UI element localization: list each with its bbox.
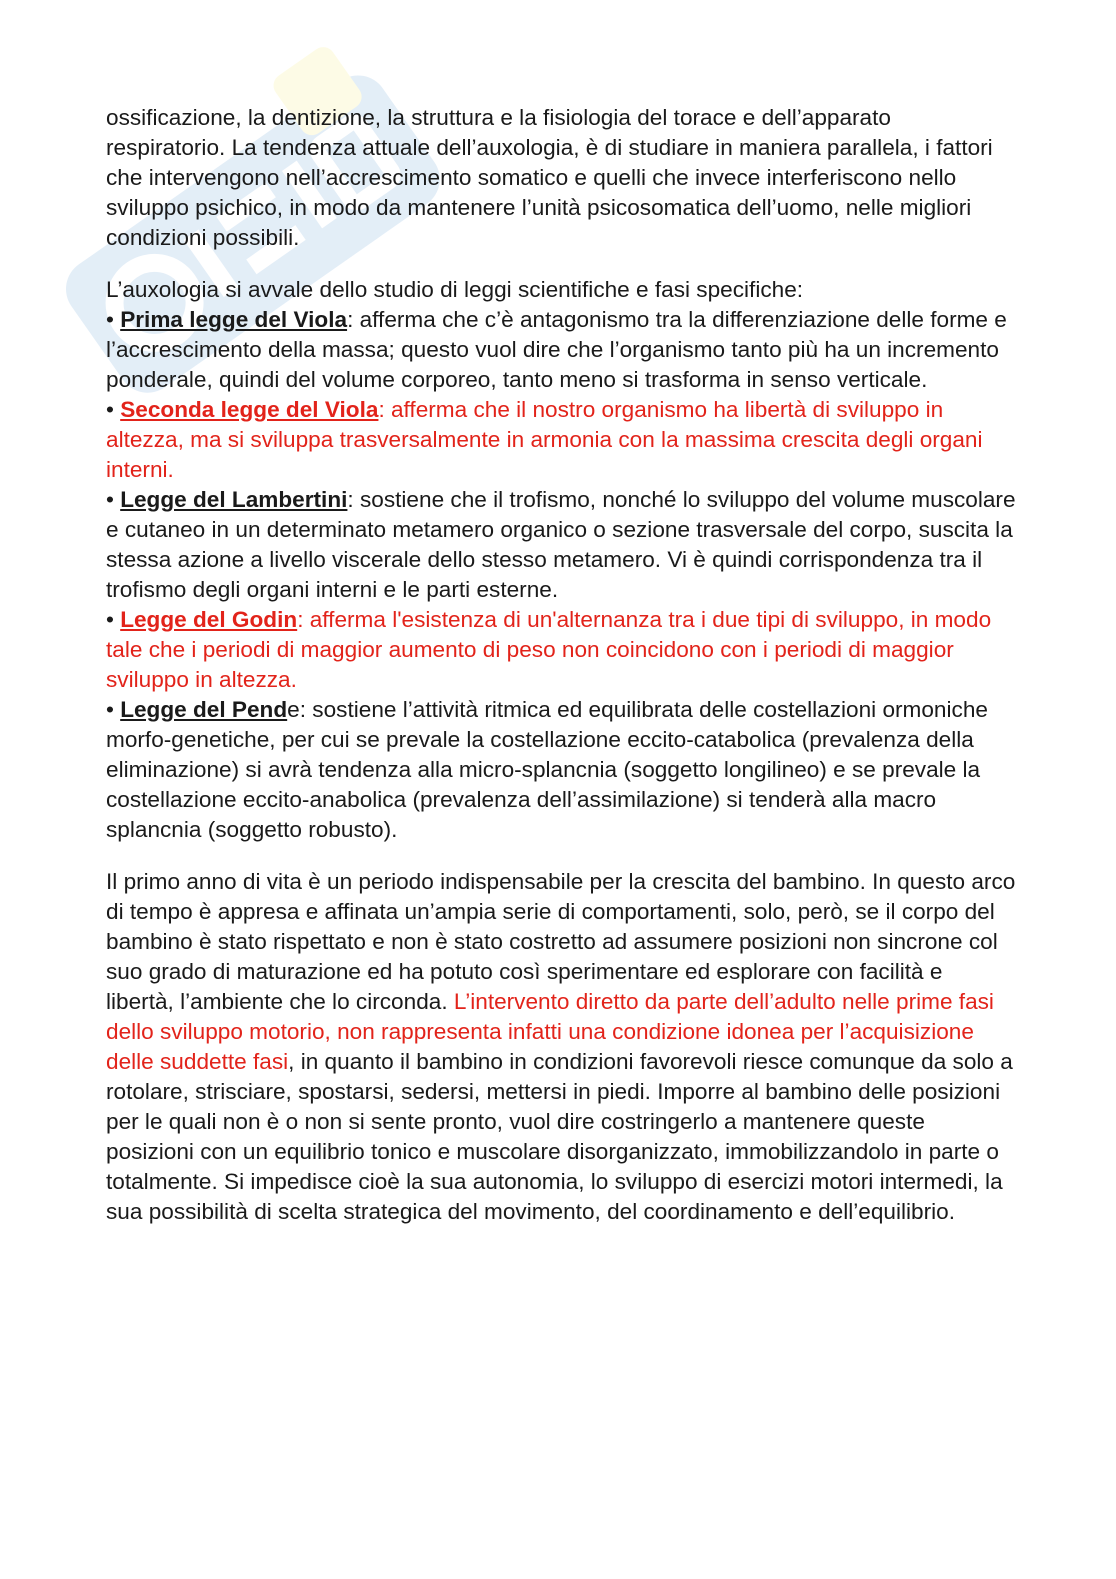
law-term-tail: e — [287, 697, 300, 722]
laws-intro: L’auxologia si avvale dello studio di leggi scientifiche e fasi specifiche: — [106, 277, 804, 302]
law-text: : sostiene che il trofismo, nonché lo sviluppo del volume muscolare e cutaneo in un determinato metamero organico o sezione trasversale del corpo, suscita la stessa azione a livello viscerale dello stesso metamero. Vi è quindi corrispondenza tra il trofismo degli organi interni e le parti esterne. — [106, 487, 1016, 602]
law-text: : afferma che il nostro organismo ha libertà di sviluppo in altezza, ma si sviluppa trasversalmente in armonia con la massima crescita degli organi interni. — [106, 397, 983, 482]
law-text: : afferma che c’è antagonismo tra la differenziazione delle forme e l’accrescimento della massa; questo vuol dire che l’organismo tanto più ha un incremento ponderale, quindi del volume corporeo, tanto meno si trasforma in senso verticale. — [106, 307, 1007, 392]
paragraph-part: Il primo anno di vita è un periodo indispensabile per la crescita del bambino. In questo arco di tempo è appresa e affinata un’ampia serie di comportamenti, solo, però, se il corpo del bambino è stato rispettato e non è stato costretto ad assumere posizioni non sincrone col suo grado di maturazione ed ha potuto così sperimentare ed esplorare con facilità e libertà, l’ambiente che lo circonda. — [106, 869, 1016, 1014]
law-item-legge-lambertini — [106, 485, 1016, 605]
law-term: Legge del Pend — [120, 697, 288, 722]
bullet: • — [106, 307, 121, 332]
law-item-legge-pende — [106, 695, 1016, 845]
law-item-seconda-legge-viola — [106, 395, 1016, 485]
paragraph-first-year — [106, 867, 1016, 1227]
law-term: Prima legge del Viola — [120, 307, 348, 332]
bullet: • — [106, 487, 121, 512]
paragraph-auxology-intro: ossificazione, la dentizione, la struttura e la fisiologia del torace e dell’apparato respiratorio. La tendenza attuale dell’auxologia, è di studiare in maniera parallela, i fattori che intervengono nell’accrescimento somatico e quelli che invece interferiscono nello sviluppo psichico, in modo da mantenere l’unità psicosomatica dell’uomo, nelle migliori condizioni possibili. — [106, 105, 993, 250]
paragraph-highlight: L’intervento diretto da parte dell’adulto nelle prime fasi dello sviluppo motorio, non rappresenta infatti una condizione idonea per l’acquisizione delle suddette fasi — [106, 989, 994, 1074]
law-text: : sostiene l’attività ritmica ed equilibrata delle costellazioni ormoniche morfo-genetiche, per cui se prevale la costellazione eccito-catabolica (prevalenza della eliminazione) si avrà tendenza alla micro-splancnia (soggetto longilineo) e se prevale la costellazione eccito-anabolica (prevalenza dell’assimilazione) si tenderà alla macro splancnia (soggetto robusto). — [106, 697, 988, 842]
bullet: • — [106, 607, 121, 632]
law-item-prima-legge-viola — [106, 305, 1016, 395]
law-term: Seconda legge del Viola — [120, 397, 379, 422]
law-text: : afferma l'esistenza di un'alternanza tra i due tipi di sviluppo, in modo tale che i periodi di maggior aumento di peso non coincidono con i periodi di maggior sviluppo in altezza. — [106, 607, 992, 692]
paragraph-part: , in quanto il bambino in condizioni favorevoli riesce comunque da solo a rotolare, strisciare, spostarsi, sedersi, mettersi in piedi. Imporre al bambino delle posizioni per le quali non è o non si sente pronto, vuol dire costringerlo a mantenere queste posizioni con un equilibrio tonico e muscolare disorganizzato, immobilizzandolo in parte o totalmente. Si impedisce cioè la sua autonomia, lo sviluppo di esercizi motori intermedi, la sua possibilità di scelta strategica del movimento, del coordinamento e dell’equilibrio. — [106, 1049, 1013, 1224]
bullet: • — [106, 397, 121, 422]
law-term: Legge del Godin — [120, 607, 298, 632]
law-term: Legge del Lambertini — [120, 487, 348, 512]
law-item-legge-godin — [106, 605, 1016, 695]
document-body — [106, 103, 1016, 1227]
bullet: • — [106, 697, 121, 722]
